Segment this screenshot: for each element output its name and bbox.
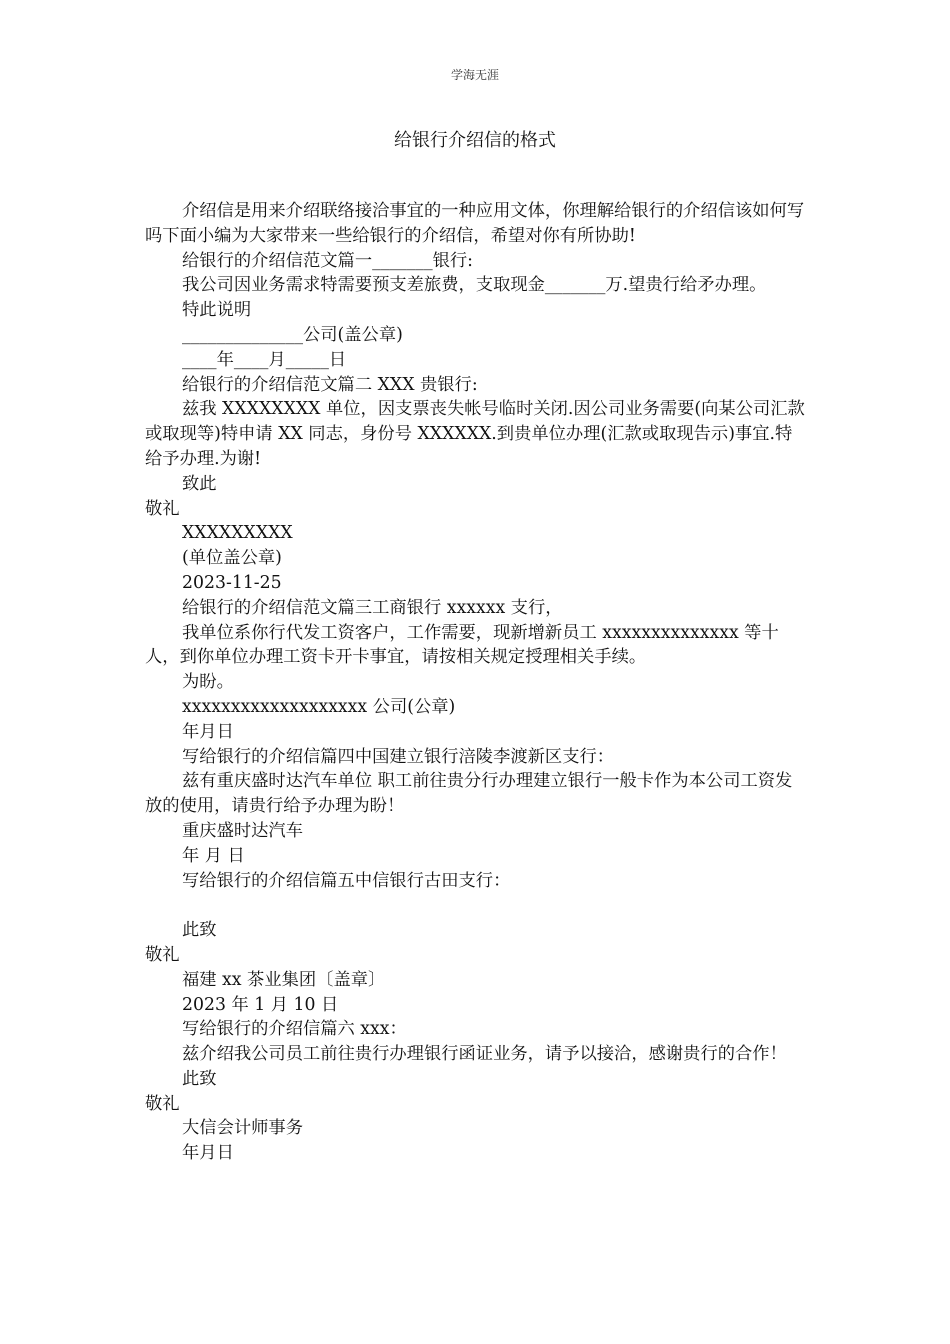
paragraph: 大信会计师事务	[182, 1118, 303, 1139]
paragraph: 我单位系你行代发工资客户，工作需要，现新增新员工 xxxxxxxxxxxxxx 等十人，到你单位办理工资卡开卡事宜，请按相关规定授理相关手续。	[145, 622, 779, 668]
paragraph: xxxxxxxxxxxxxxxxxxx 公司(公章)	[182, 696, 456, 717]
paragraph: 给银行的介绍信范文篇三工商银行 xxxxxx 支行，	[182, 597, 563, 618]
paragraph: 致此	[182, 473, 217, 494]
paragraph: 年月日	[182, 721, 234, 742]
document-body	[145, 199, 805, 1166]
paragraph: 给银行的介绍信范文篇二 XXX 贵银行:	[182, 374, 478, 395]
paragraph: 2023-11-25	[182, 572, 282, 593]
paragraph: 此致	[182, 1068, 217, 1089]
paragraph: 写给银行的介绍信篇五中信银行古田支行：	[182, 870, 511, 891]
document-title: 给银行介绍信的格式	[394, 130, 556, 151]
paragraph: 此致	[182, 920, 217, 941]
paragraph: (单位盖公章)	[182, 548, 282, 569]
paragraph: 兹我 XXXXXXXX 单位，因支票丧失帐号临时关闭.因公司业务需要(向某公司汇款或取现等)特申请 XX 同志，身份号 XXXXXX.到贵单位办理(汇款或取现告示)事宜.特给予办理.为谢!	[145, 399, 805, 469]
paragraph: 敬礼	[145, 498, 180, 519]
paragraph: 敬礼	[145, 944, 180, 965]
paragraph: 我公司因业务需求特需要预支差旅费，支取现金_______万.望贵行给矛办理。	[182, 275, 767, 296]
paragraph: 2023 年 1 月 10 日	[182, 994, 339, 1015]
paragraph: 给银行的介绍信范文篇一_______银行:	[182, 250, 473, 271]
page-header: 学海无涯	[450, 68, 499, 82]
paragraph: ____年____月_____日	[182, 349, 347, 370]
paragraph: 为盼。	[182, 672, 234, 693]
paragraph: 年 月 日	[182, 845, 245, 866]
paragraph: 年月日	[182, 1143, 234, 1164]
paragraph: 写给银行的介绍信篇四中国建立银行涪陵李渡新区支行：	[182, 746, 615, 767]
paragraph: 特此说明	[182, 300, 252, 321]
paragraph: 重庆盛时达汽车	[182, 820, 303, 841]
paragraph: 敬礼	[145, 1093, 180, 1114]
paragraph: XXXXXXXXX	[182, 523, 293, 544]
paragraph: 福建 xx 茶业集团〔盖章〕	[182, 969, 386, 990]
paragraph: 兹有重庆盛时达汽车单位 职工前往贵分行办理建立银行一般卡作为本公司工资发放的使用，请贵行给予办理为盼！	[145, 771, 793, 817]
paragraph: 写给银行的介绍信篇六 xxx：	[182, 1019, 407, 1040]
paragraph: ______________公司(盖公章)	[182, 324, 403, 345]
paragraph: 介绍信是用来介绍联络接洽事宜的一种应用文体，你理解给银行的介绍信该如何写吗下面小编为大家带来一些给银行的介绍信，希望对你有所协助!	[145, 201, 805, 246]
paragraph: 兹介绍我公司员工前往贵行办理银行函证业务，请予以接洽，感谢贵行的合作！	[182, 1044, 787, 1065]
blank-line	[145, 893, 805, 918]
